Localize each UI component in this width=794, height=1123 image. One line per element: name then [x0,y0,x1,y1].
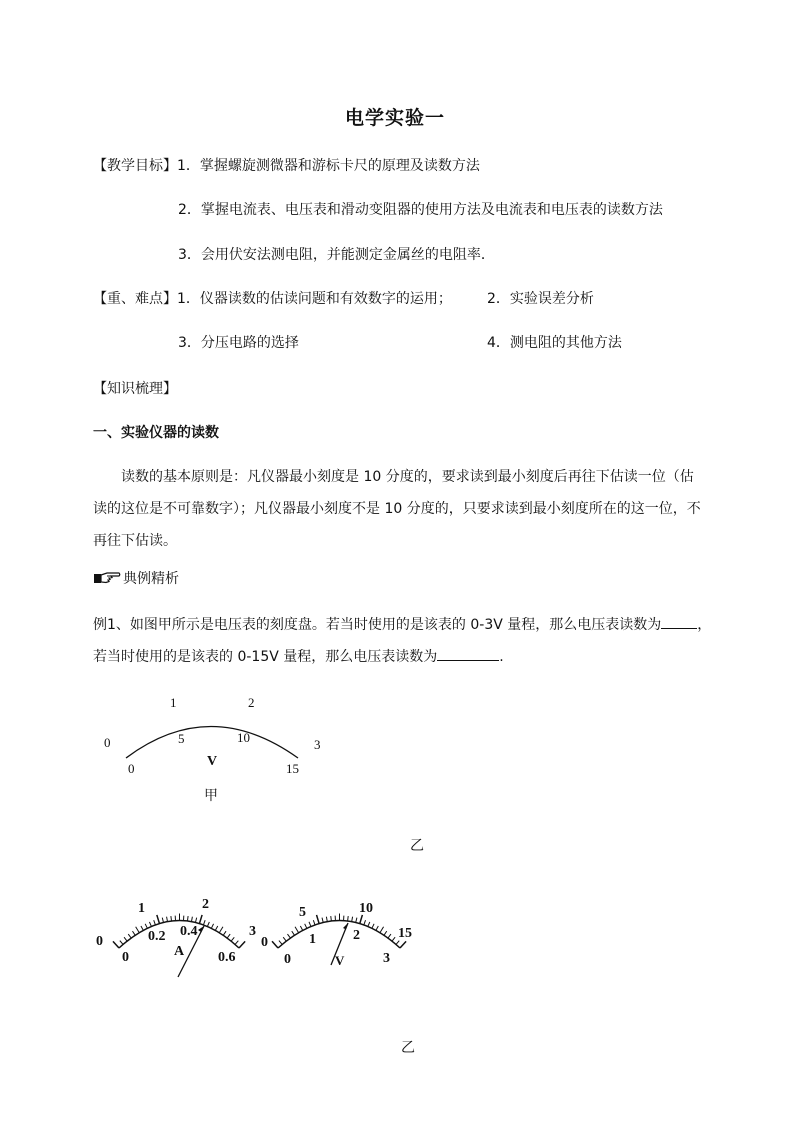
ammeter-tick [239,941,245,948]
ammeter-inner-label-0.2: 0.2 [148,929,166,944]
voltmeter-outer-label-10: 10 [359,901,373,916]
voltmeter-tick [380,927,384,933]
voltmeter-ticks [272,914,406,949]
ammeter-tick [124,937,127,941]
figure-jia-voltmeter-dial [0,680,400,810]
voltmeter-tick [305,924,307,929]
knowledge-label: 【知识梳理】 [93,381,177,397]
voltmeter-tick [376,926,378,930]
voltmeter-tick [295,927,299,933]
key-points-label: 【重、难点】 [93,291,177,307]
voltmeter-tick [356,918,357,923]
ammeter-tick [195,918,196,923]
ammeter-tick [157,915,160,924]
ammeter-tick [120,941,123,945]
ammeter-tick [215,926,217,930]
ammeter-outer-label-1: 1 [138,901,145,916]
voltmeter-inner-label-3: 3 [383,951,390,966]
objective-item-3: 3．会用伏安法测电阻，并能测定金属丝的电阻率． [178,247,495,263]
voltmeter-outer-label-15: 15 [398,926,412,941]
jia-inner-label-10: 10 [237,730,250,745]
ammeter-unit-label: A [174,944,185,959]
figure-caption-jia: 甲 [204,788,218,804]
ammeter-outer-label-0: 0 [96,934,103,949]
ammeter-tick [136,927,140,933]
voltmeter-tick [272,941,278,948]
example-1-line-2 [93,646,504,667]
examples-header [93,569,179,592]
key-point-item-1: 1．仪器读数的估读问题和有效数字的运用； [177,291,452,307]
voltmeter-tick [326,917,327,922]
ammeter-tick [149,922,151,927]
ammeter-tick [219,927,223,933]
ammeter-tick [141,926,143,930]
ammeter-tick [128,934,131,938]
section-heading: 一、实验仪器的读数 [93,425,219,441]
ammeter-inner-label-0.4: 0.4 [180,924,198,939]
ammeter-tick [211,924,213,928]
voltmeter-inner-label-0: 0 [284,952,291,967]
example-1-text-b: ， [697,617,712,633]
voltmeter-tick [396,941,399,945]
key-point-item-2: 2．实验误差分析 [487,291,594,307]
voltmeter-outer-label-0: 0 [261,935,268,950]
ammeter-tick [132,931,135,935]
voltmeter-tick [331,916,332,921]
objective-item-1: 1．掌握螺旋测微器和游标卡尺的原理及读数方法 [177,158,480,174]
paragraph-line-2: 读的这位是不可靠数字）；凡仪器最小刻度不是 10 分度的，只要求读到最小刻度所在的这一位，不 [93,501,701,517]
voltmeter-tick [348,916,349,921]
page-title: 电学实验一 [345,107,446,129]
ammeter-tick [154,920,156,925]
ammeter-tick [171,916,172,921]
voltmeter-outer-label-5: 5 [299,905,306,920]
ammeter-tick [207,922,209,927]
voltmeter-tick [388,934,391,938]
voltmeter-inner-label-1: 1 [309,932,316,947]
jia-outer-label-2: 2 [248,695,255,710]
ammeter-tick [203,920,205,925]
voltmeter-tick [322,918,323,923]
example-1-text-c: 若当时使用的是该表的 0-15V 量程，那么电压表读数为 [93,649,438,665]
ammeter-tick [113,941,119,948]
ammeter-tick [223,931,226,935]
ammeter-outer-label-2: 2 [202,897,209,912]
figure-yi-meters [90,885,430,995]
ammeter-tick [227,934,230,938]
voltmeter-tick [300,926,302,930]
objectives-line-1 [93,156,480,176]
voltmeter-tick [372,924,374,929]
objectives-label: 【教学目标】 [93,158,177,174]
voltmeter-inner-label-2: 2 [353,928,360,943]
objective-item-2: 2．掌握电流表、电压表和滑动变阻器的使用方法及电流表和电压表的读数方法 [178,202,663,218]
voltmeter-tick [384,931,387,935]
example-1-text-d: . [499,649,504,665]
voltmeter-tick [292,931,295,935]
voltmeter-tick [279,941,282,945]
ammeter-tick [167,917,168,922]
ammeter-tick [231,937,234,941]
voltmeter-tick [283,937,286,941]
voltmeter-tick [309,922,311,927]
ammeter-tick [145,924,147,929]
paragraph-line-1: 读数的基本原则是：凡仪器最小刻度是 10 分度的，要求读到最小刻度后再往下估读一位（估 [121,469,694,485]
jia-outer-label-3: 3 [314,737,321,752]
voltmeter-dial [261,901,412,968]
ammeter-tick [187,916,188,921]
jia-unit-label: V [207,754,218,769]
jia-outer-label-1: 1 [170,695,177,710]
examples-label: 典例精析 [123,571,179,587]
ammeter-tick [162,918,163,923]
voltmeter-tick [317,915,320,924]
example-1-line-1 [93,614,711,635]
jia-outer-label-0: 0 [104,735,111,750]
ammeter-outer-label-3: 3 [249,924,256,939]
ammeter-dial [96,897,256,977]
voltmeter-tick [400,941,406,948]
ammeter-tick [191,917,192,922]
ammeter-tick [199,915,202,924]
key-point-item-3: 3．分压电路的选择 [178,335,299,351]
voltmeter-tick [287,934,290,938]
example-1-text-a: 例1、如图甲所示是电压表的刻度盘。若当时使用的是该表的 0-3V 量程，那么电压表读数为 [93,617,662,633]
voltmeter-tick [392,937,395,941]
answer-blank-2[interactable] [437,646,499,661]
answer-blank-1[interactable] [661,614,697,629]
key-points-line-1 [93,289,452,309]
voltmeter-unit-label: V [335,953,345,968]
voltmeter-tick [313,920,315,925]
voltmeter-tick [368,922,370,927]
jia-inner-label-15: 15 [286,761,299,776]
paragraph-line-3: 再往下估读。 [93,533,177,549]
pointing-hand-icon [93,570,121,592]
voltmeter-tick [364,920,366,925]
jia-inner-label-0: 0 [128,761,135,776]
voltmeter-tick [360,915,363,924]
figure-caption-yi-2: 乙 [401,1040,415,1056]
voltmeter-tick [352,917,353,922]
key-point-item-4: 4．测电阻的其他方法 [487,335,622,351]
ammeter-tick [235,941,238,945]
ammeter-inner-label-0.6: 0.6 [218,950,236,965]
figure-caption-yi-1: 乙 [410,838,424,854]
jia-inner-label-5: 5 [178,731,185,746]
ammeter-inner-label-0: 0 [122,950,129,965]
